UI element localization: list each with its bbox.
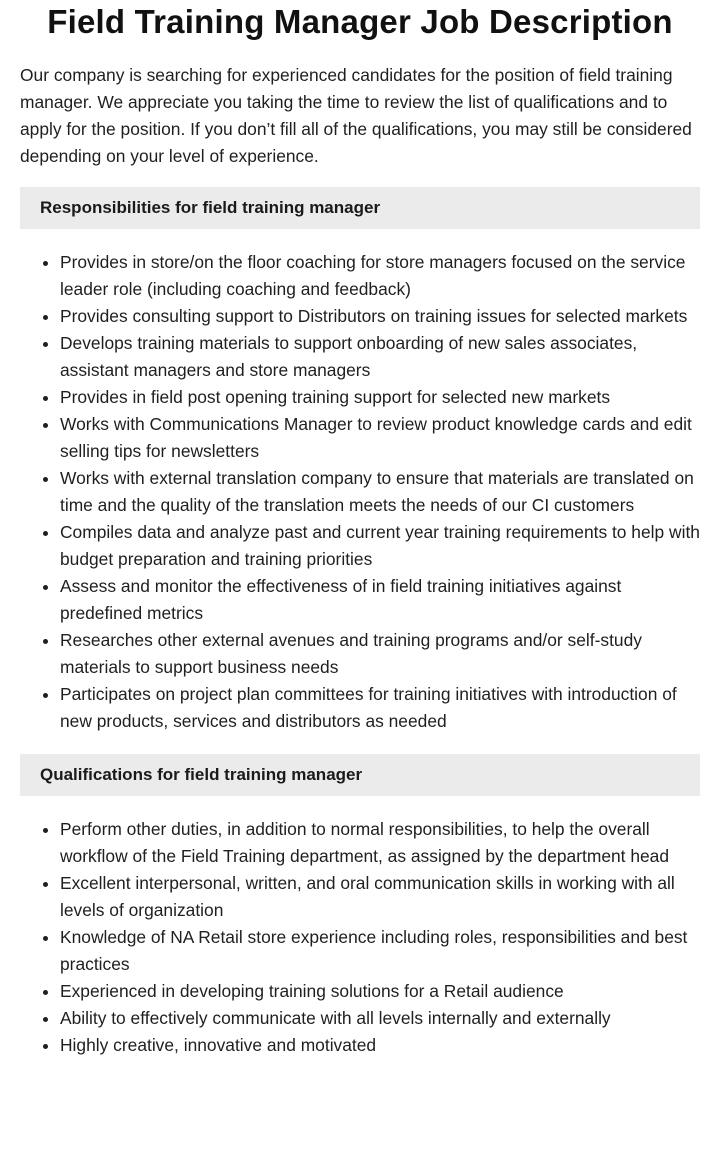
- responsibilities-heading: Responsibilities for field training manager: [20, 187, 700, 229]
- page-title: Field Training Manager Job Description: [47, 3, 673, 40]
- list-item: • Participates on project plan committees for training initiatives with introduction of new products, services and distributors as needed: [60, 681, 700, 735]
- list-item: • Researches other external avenues and training programs and/or self-study materials to support business needs: [60, 627, 700, 681]
- list-item: • Works with Communications Manager to review product knowledge cards and edit selling tips for newsletters: [60, 411, 700, 465]
- list-item: • Ability to effectively communicate with all levels internally and externally: [60, 1005, 700, 1032]
- list-item: • Highly creative, innovative and motivated: [60, 1032, 700, 1059]
- list-item: • Perform other duties, in addition to normal responsibilities, to help the overall workflow of the Field Training department, as assigned by the department head: [60, 816, 700, 870]
- list-item: • Assess and monitor the effectiveness of in field training initiatives against predefined metrics: [60, 573, 700, 627]
- qualifications-heading: Qualifications for field training manager: [20, 754, 700, 796]
- list-item: • Develops training materials to support onboarding of new sales associates, assistant managers and store managers: [60, 330, 700, 384]
- list-item: • Works with external translation company to ensure that materials are translated on time and the quality of the translation meets the needs of our CI customers: [60, 465, 700, 519]
- list-item: • Compiles data and analyze past and current year training requirements to help with budget preparation and training priorities: [60, 519, 700, 573]
- list-item: • Experienced in developing training solutions for a Retail audience: [60, 978, 700, 1005]
- list-item: • Provides in store/on the floor coaching for store managers focused on the service leader role (including coaching and feedback): [60, 249, 700, 303]
- qualifications-list: [20, 816, 700, 1059]
- list-item: • Excellent interpersonal, written, and oral communication skills in working with all levels of organization: [60, 870, 700, 924]
- intro-paragraph: Our company is searching for experienced candidates for the position of field training manager. We appreciate you taking the time to review the list of qualifications and to apply for the position. If you don’t fill all of the qualifications, you may still be considered depending on your level of experience.: [20, 65, 692, 166]
- responsibilities-list: [20, 249, 700, 735]
- list-item: • Provides consulting support to Distributors on training issues for selected markets: [60, 303, 700, 330]
- list-item: • Knowledge of NA Retail store experience including roles, responsibilities and best practices: [60, 924, 700, 978]
- list-item: • Provides in field post opening training support for selected new markets: [60, 384, 700, 411]
